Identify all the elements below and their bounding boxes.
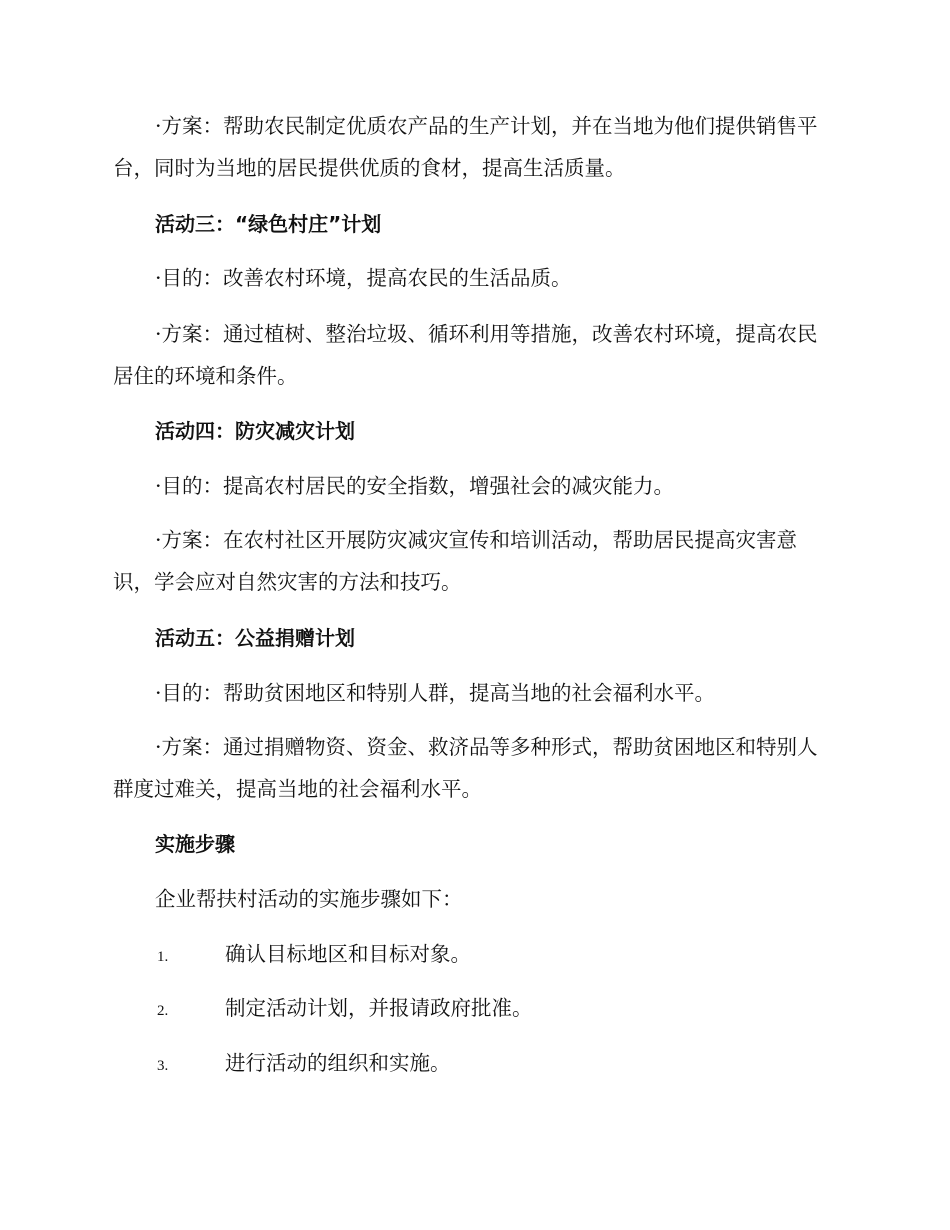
heading-activity-four: 活动四：防灾减灾计划 xyxy=(155,419,355,443)
step-text: 进行活动的组织和实施。 xyxy=(225,1051,451,1075)
heading-activity-five: 活动五：公益捐赠计划 xyxy=(155,626,355,650)
list-item-step-3 xyxy=(157,1042,837,1087)
paragraph-plan-quality-produce: ·方案：帮助农民制定优质农产品的生产计划，并在当地为他们提供销售平台，同时为当地的居民提供优质的食材，提高生活质量。 xyxy=(113,114,818,180)
step-number: 1. xyxy=(157,949,169,965)
paragraph-goal-welfare: ·目的：帮助贫困地区和特别人群，提高当地的社会福利水平。 xyxy=(155,681,716,705)
step-text: 确认目标地区和目标对象。 xyxy=(225,942,471,966)
step-text: 制定活动计划，并报请政府批准。 xyxy=(225,996,533,1020)
list-item-step-1 xyxy=(157,933,837,978)
step-number: 2. xyxy=(157,1003,169,1019)
paragraph-plan-donation: ·方案：通过捐赠物资、资金、救济品等多种形式，帮助贫困地区和特别人群度过难关，提高当地的社会福利水平。 xyxy=(113,735,818,801)
heading-activity-three: 活动三：“绿色村庄”计划 xyxy=(155,212,382,236)
list-item-step-2 xyxy=(157,987,837,1032)
step-number: 3. xyxy=(157,1058,169,1074)
paragraph-plan-disaster: ·方案：在农村社区开展防灾减灾宣传和培训活动，帮助居民提高灾害意识，学会应对自然灾害的方法和技巧。 xyxy=(113,528,798,594)
paragraph-plan-environment: ·方案：通过植树、整治垃圾、循环利用等措施，改善农村环境，提高农民居住的环境和条件。 xyxy=(113,322,818,388)
paragraph-goal-safety: ·目的：提高农村居民的安全指数，增强社会的减灾能力。 xyxy=(155,474,675,498)
heading-implementation-steps: 实施步骤 xyxy=(155,832,235,856)
paragraph-steps-intro: 企业帮扶村活动的实施步骤如下： xyxy=(155,887,463,911)
paragraph-goal-environment: ·目的：改善农村环境，提高农民的生活品质。 xyxy=(155,266,572,290)
